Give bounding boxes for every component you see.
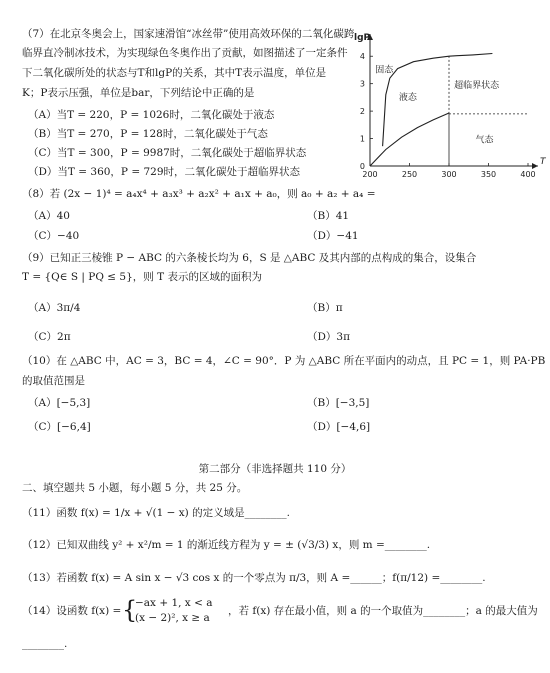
- region-label: 液态: [398, 93, 417, 104]
- x-tick-label: 350: [480, 170, 497, 179]
- q9-stem: （9）已知正三棱锥 P − ABC 的六条棱长均为 6，S 是 △ABC 及其内部的点构成的集合，设集合: [22, 252, 477, 264]
- q10-option-a: （A）[−5,3]: [28, 397, 91, 409]
- q9-stem-2: T = {Q∈ S | PQ ≤ 5}，则 T 表示的区域的面积为: [22, 271, 262, 283]
- phase-diagram-svg: [348, 30, 544, 186]
- piecewise-brace: {: [122, 596, 138, 624]
- region-label: 气态: [475, 135, 494, 146]
- q9-option-b: （B）π: [307, 302, 343, 314]
- q14-blank: ________.: [22, 638, 68, 650]
- y-tick-label: 3: [359, 79, 365, 89]
- x-tick-label: 300: [441, 170, 457, 179]
- x-axis-arrow: [532, 163, 538, 169]
- y-tick-label: 1: [359, 134, 365, 144]
- q7-line-1: （7）在北京冬奥会上，国家速滑馆“冰丝带”使用高效环保的二氧化碳跨: [22, 28, 355, 40]
- q7-option-b: （B）当T = 270，P = 128时，二氧化碳处于气态: [28, 128, 268, 140]
- q11: （11）函数 f(x) = 1/x + √(1 − x) 的定义域是________.: [22, 507, 290, 519]
- phase-boundary-curve: [370, 113, 449, 166]
- q8-option-c: （C）−40: [28, 230, 80, 242]
- y-tick-label: 4: [359, 52, 365, 62]
- q8-option-d: （D）−41: [307, 230, 359, 242]
- y-tick-label: 0: [359, 162, 365, 171]
- phase-diagram-chart: [348, 30, 544, 186]
- q10-stem: （10）在 △ABC 中，AC = 3，BC = 4，∠C = 90°．P 为 △ABC 所在平面内的动点，且 PC = 1，则 PA·PB: [22, 355, 546, 367]
- q7-line-4: K；P表示压强，单位是bar，下列结论中正确的是: [22, 87, 255, 99]
- part2-intro: 二、填空题共 5 小题，每小题 5 分，共 25 分。: [22, 482, 248, 494]
- region-label: 超临界状态: [454, 80, 500, 91]
- region-label: 固态: [375, 65, 394, 76]
- x-tick-label: 200: [362, 170, 378, 179]
- phase-boundary-curve: [449, 54, 492, 57]
- q8-stem: （8）若 (2x − 1)⁴ = a₄x⁴ + a₃x³ + a₂x² + a₁x + a₀，则 a₀ + a₂ + a₄ =: [22, 188, 376, 200]
- q7-line-2: 临界直冷制冰技术，为实现绿色冬奥作出了贡献，如图描述了一定条件: [22, 47, 348, 59]
- x-tick-label: 250: [401, 170, 418, 179]
- x-tick-label: 400: [520, 170, 536, 179]
- q8-option-b: （B）41: [307, 210, 350, 222]
- x-axis-label: T: [540, 157, 546, 167]
- q14-case-2: (x − 2)², x ≥ a: [135, 612, 210, 624]
- q7-option-d: （D）当T = 360，P = 729时，二氧化碳处于超临界状态: [28, 166, 301, 178]
- q9-option-a: （A）3π/4: [28, 302, 81, 314]
- q13: （13）若函数 f(x) = A sin x − √3 cos x 的一个零点为 π/3，则 A =______；f(π/12) =________.: [22, 572, 486, 584]
- q14-tail: ，若 f(x) 存在最小值，则 a 的一个取值为________；a 的最大值为: [228, 605, 538, 617]
- q7-line-3: 下二氧化碳所处的状态与T和lgP的关系，其中T表示温度，单位是: [22, 67, 327, 79]
- q8-option-a: （A）40: [28, 210, 70, 222]
- q14-lead: （14）设函数 f(x) =: [22, 605, 122, 617]
- q9-option-c: （C）2π: [28, 331, 71, 343]
- q14-case-1: −ax + 1, x < a: [135, 597, 213, 609]
- q9-option-d: （D）3π: [307, 331, 350, 343]
- q10-option-b: （B）[−3,5]: [307, 397, 370, 409]
- part2-title: 第二部分（非选择题共 110 分）: [198, 463, 352, 475]
- y-tick-label: 2: [359, 107, 365, 117]
- q12: （12）已知双曲线 y² + x²/m = 1 的渐近线方程为 y = ± (√3/3) x，则 m =________.: [22, 539, 431, 551]
- q7-option-a: （A）当T = 220，P = 1026时，二氧化碳处于液态: [28, 109, 275, 121]
- q7-option-c: （C）当T = 300，P = 9987时，二氧化碳处于超临界状态: [28, 147, 307, 159]
- q10-option-d: （D）[−4,6]: [307, 421, 371, 433]
- q10-option-c: （C）[−6,4]: [28, 421, 91, 433]
- q10-stem-2: 的取值范围是: [22, 375, 85, 387]
- y-axis-label: lgP: [354, 33, 371, 43]
